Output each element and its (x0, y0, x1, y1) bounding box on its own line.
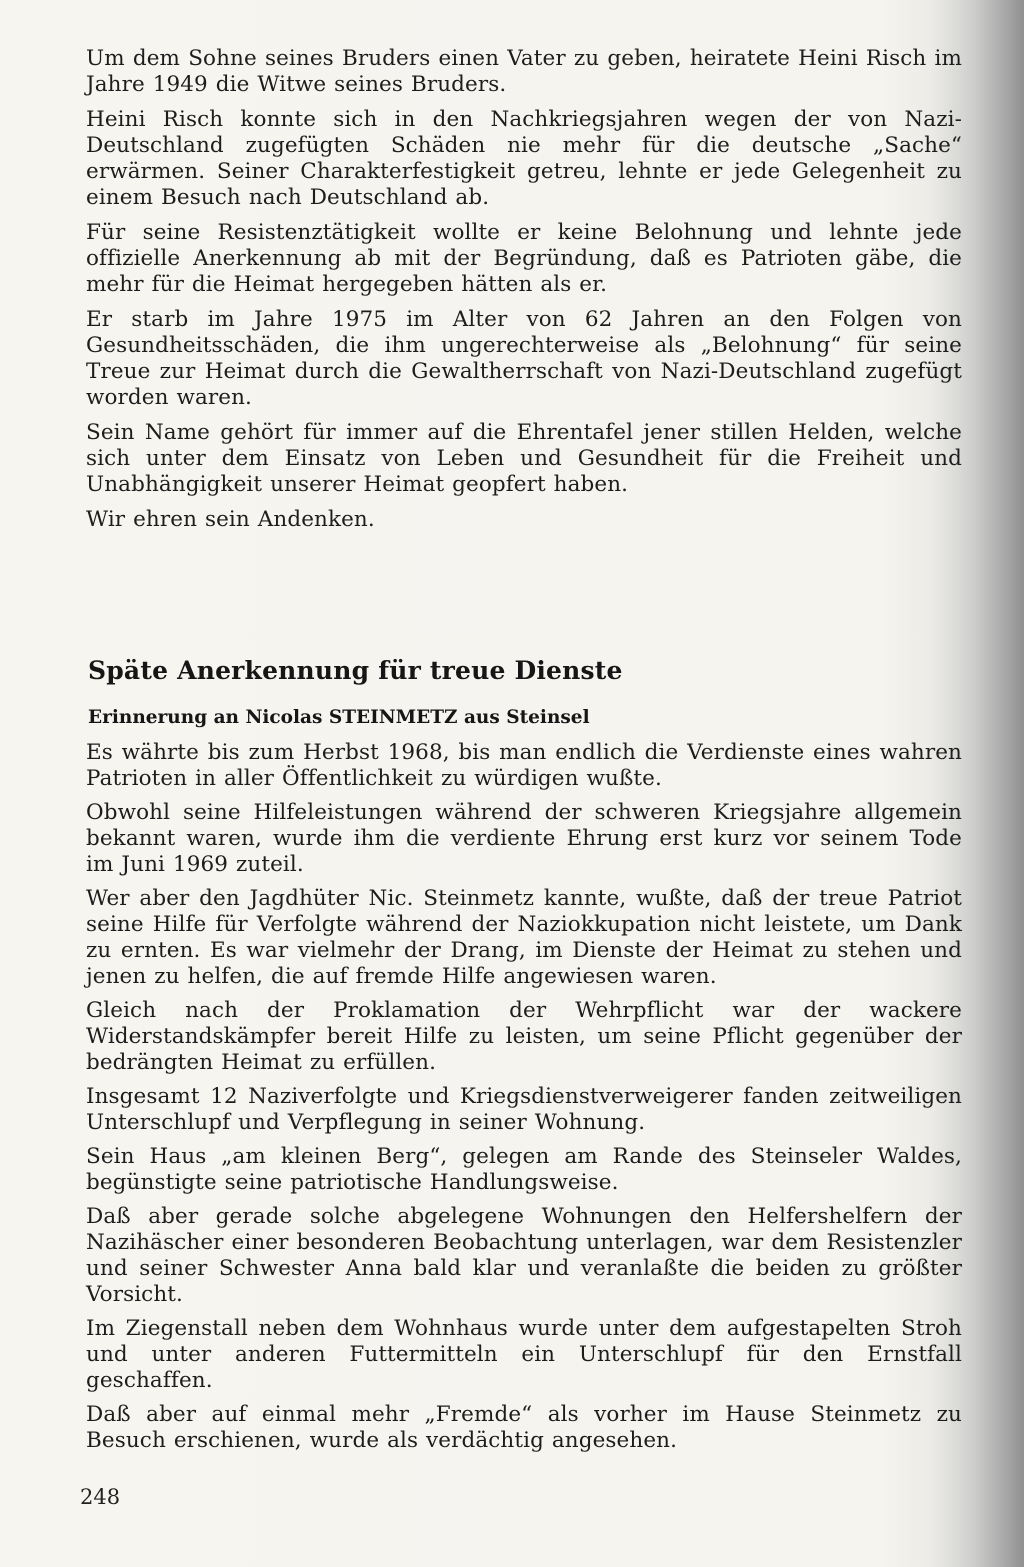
paragraph: Gleich nach der Proklamation der Wehrpflicht war der wackere Widerstandskämpfer bereit Hilfe zu leisten, um seine Pflicht gegenüber der bedrängten Heimat zu erfüllen. (86, 998, 962, 1075)
paragraph: Für seine Resistenztätigkeit wollte er keine Belohnung und lehnte jede offizielle Anerkennung ab mit der Begründung, daß es Patrioten gäbe, die mehr für die Heimat hergegeben hätten als er. (86, 220, 962, 297)
section-subtitle: Erinnerung an Nicolas STEINMETZ aus Steinsel (88, 707, 590, 728)
paragraph: Sein Haus „am kleinen Berg“, gelegen am Rande des Steinseler Waldes, begünstigte seine patriotische Handlungsweise. (86, 1144, 962, 1195)
section-heading: Späte Anerkennung für treue Dienste (88, 656, 623, 685)
paragraph: Wir ehren sein Andenken. (86, 507, 375, 532)
paragraph: Wer aber den Jagdhüter Nic. Steinmetz kannte, wußte, daß der treue Patriot seine Hilfe für Verfolgte während der Naziokkupation nicht leistete, um Dank zu ernten. Es war vielmehr der Drang, im Dienste der Heimat zu stehen und jenen zu helfen, die auf fremde Hilfe angewiesen waren. (86, 886, 962, 989)
paragraph: Daß aber gerade solche abgelegene Wohnungen den Helfershelfern der Nazihäscher einer besonderen Beobachtung unterlagen, war dem Resistenzler und seiner Schwester Anna bald klar und veranlaßte die beiden zu größter Vorsicht. (86, 1204, 962, 1307)
top-text-block (86, 46, 962, 542)
paragraph: Heini Risch konnte sich in den Nachkriegsjahren wegen der von Nazi-Deutschland zugefügten Schäden nie mehr für die deutsche „Sache“ erwärmen. Seiner Charakterfestigkeit getreu, lehnte er jede Gelegenheit zu einem Besuch nach Deutschland ab. (86, 107, 962, 210)
paragraph: Sein Name gehört für immer auf die Ehrentafel jener stillen Helden, welche sich unter dem Einsatz von Leben und Gesundheit für die Freiheit und Unabhängigkeit unserer Heimat geopfert haben. (86, 420, 962, 497)
paragraph: Im Ziegenstall neben dem Wohnhaus wurde unter dem aufgestapelten Stroh und unter anderen Futtermitteln ein Unterschlupf für den Ernstfall geschaffen. (86, 1316, 962, 1393)
paragraph: Obwohl seine Hilfeleistungen während der schweren Kriegsjahre allgemein bekannt waren, wurde ihm die verdiente Ehrung erst kurz vor seinem Tode im Juni 1969 zuteil. (86, 800, 962, 877)
paragraph: Er starb im Jahre 1975 im Alter von 62 Jahren an den Folgen von Gesundheitsschäden, die ihm ungerechterweise als „Belohnung“ für seine Treue zur Heimat durch die Gewaltherrschaft von Nazi-Deutschland zugefügt worden waren. (86, 307, 962, 410)
paragraph: Insgesamt 12 Naziverfolgte und Kriegsdienstverweigerer fanden zeitweiligen Unterschlupf und Verpflegung in seiner Wohnung. (86, 1084, 962, 1135)
paragraph: Es währte bis zum Herbst 1968, bis man endlich die Verdienste eines wahren Patrioten in aller Öffentlichkeit zu würdigen wußte. (86, 740, 962, 791)
paragraph: Um dem Sohne seines Bruders einen Vater zu geben, heiratete Heini Risch im Jahre 1949 die Witwe seines Bruders. (86, 46, 962, 97)
page-number: 248 (80, 1485, 121, 1509)
bottom-text-block (86, 740, 962, 1462)
paragraph: Daß aber auf einmal mehr „Fremde“ als vorher im Hause Steinmetz zu Besuch erschienen, wurde als verdächtig angesehen. (86, 1402, 962, 1453)
